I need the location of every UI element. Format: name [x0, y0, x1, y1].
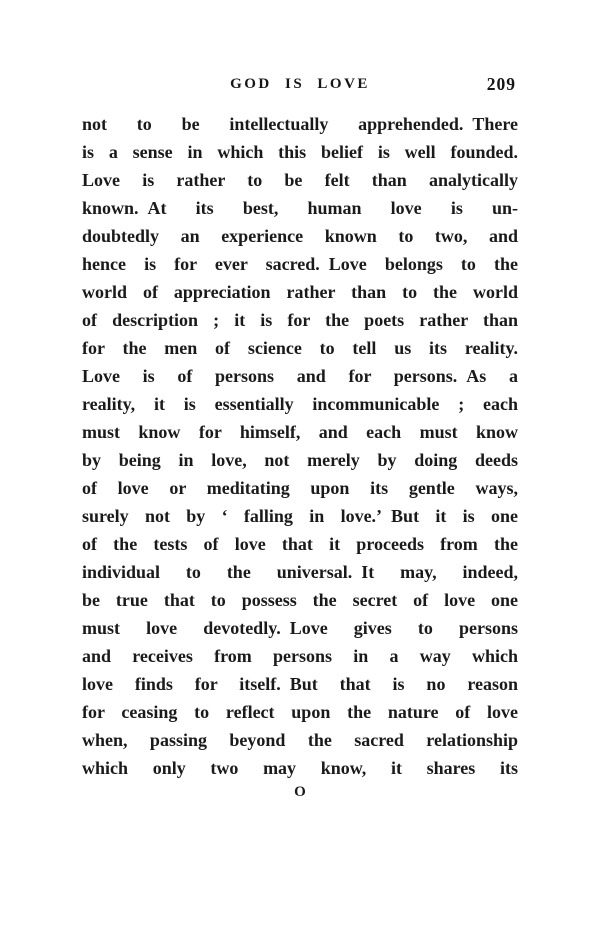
text-line: Love is rather to be felt than analytically: [82, 170, 518, 190]
text-line: reality, it is essentially incommunicable ; each: [82, 394, 518, 414]
text-line: is a sense in which this belief is well founded.: [82, 142, 518, 162]
text-line: for ceasing to reflect upon the nature of love: [82, 702, 518, 722]
page-body: [82, 110, 518, 782]
signature-mark: O: [294, 784, 306, 800]
text-line: by being in love, not merely by doing deeds: [82, 450, 518, 470]
text-line: world of appreciation rather than to the world: [82, 282, 518, 302]
text-line: of love or meditating upon its gentle ways,: [82, 478, 518, 498]
text-line: which only two may know, it shares its: [82, 758, 518, 778]
text-line: not to be intellectually apprehended. There: [82, 114, 518, 134]
text-line: be true that to possess the secret of love one: [82, 590, 518, 610]
text-line: surely not by ‘ falling in love.’ But it is one: [82, 506, 518, 526]
text-line: love finds for itself. But that is no reason: [82, 674, 518, 694]
running-header: [82, 76, 518, 98]
text-line: must know for himself, and each must know: [82, 422, 518, 442]
text-line: individual to the universal. It may, indeed,: [82, 562, 518, 582]
text-line: when, passing beyond the sacred relationship: [82, 730, 518, 750]
running-title: GOD IS LOVE: [230, 76, 370, 92]
text-line: of the tests of love that it proceeds from the: [82, 534, 518, 554]
text-line: of description ; it is for the poets rather than: [82, 310, 518, 330]
text-line: must love devotedly. Love gives to persons: [82, 618, 518, 638]
text-line: known. At its best, human love is un-: [82, 198, 518, 218]
text-line: and receives from persons in a way which: [82, 646, 518, 666]
page-number: 209: [486, 74, 516, 94]
text-line: Love is of persons and for persons. As a: [82, 366, 518, 386]
text-line: for the men of science to tell us its reality.: [82, 338, 518, 358]
text-line: hence is for ever sacred. Love belongs to the: [82, 254, 518, 274]
text-line: doubtedly an experience known to two, and: [82, 226, 518, 246]
